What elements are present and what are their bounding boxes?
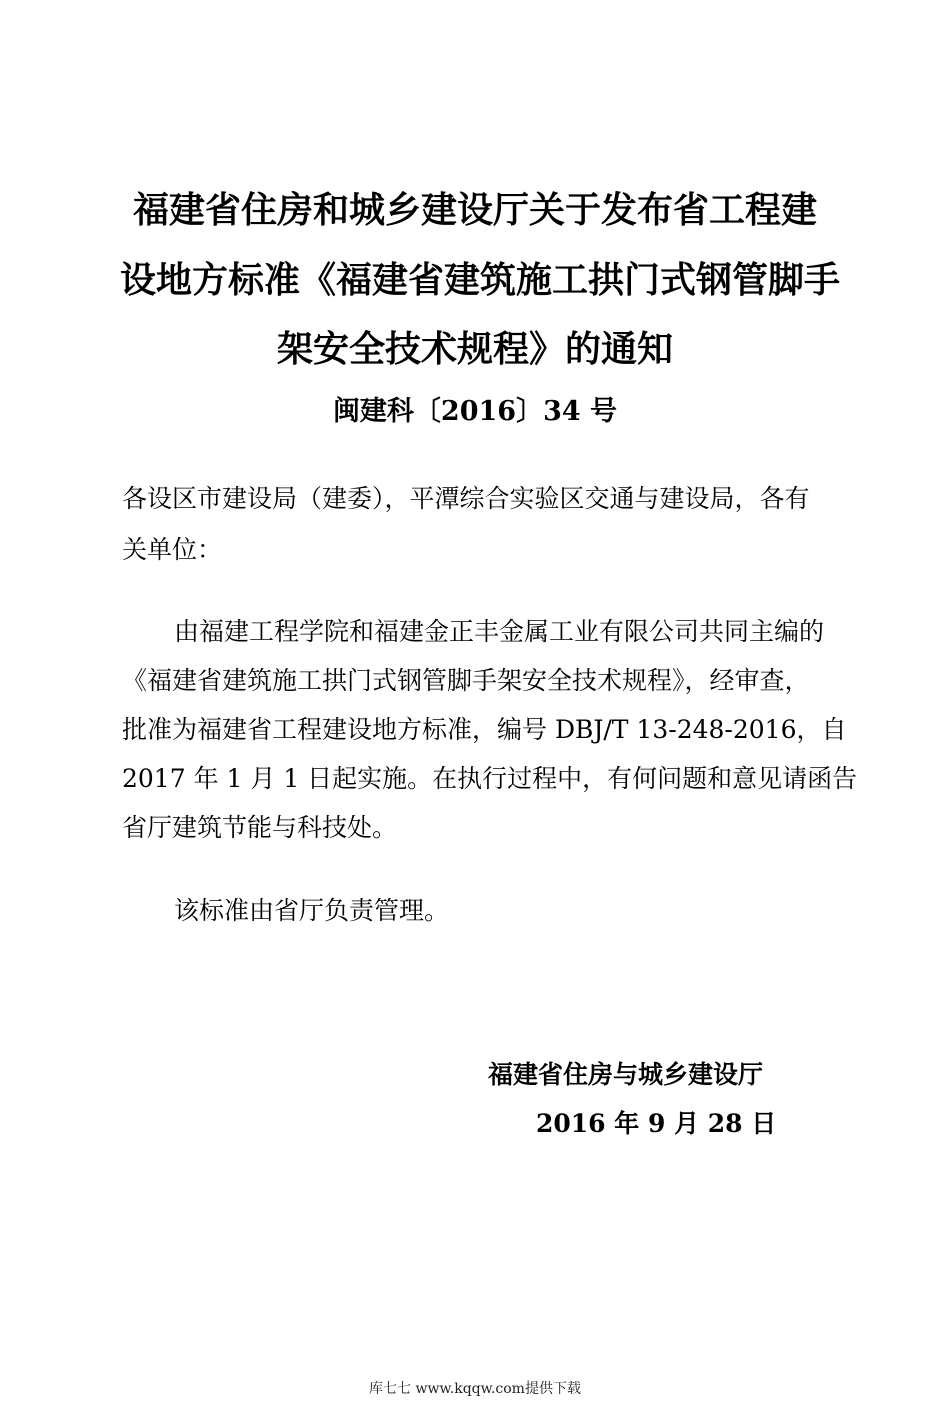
body-line-4: 2017 年 1 月 1 日起实施。在执行过程中，有何问题和意见请函告 [122,764,858,793]
issuer-name: 福建省住房与城乡建设厅 [488,1060,764,1089]
issue-date: 2016 年 9 月 28 日 [536,1109,777,1138]
title-line-2: 设地方标准《福建省建筑施工拱门式钢管脚手 [120,259,841,301]
document-number: 闽建科〔2016〕34 号 [332,396,618,427]
body-line-5: 省厅建筑节能与科技处。 [122,813,398,842]
body-line-1: 由福建工程学院和福建金正丰金属工业有限公司共同主编的 [174,617,825,646]
footer-download-note: 库七七 www.kqqw.com提供下载 [369,1381,581,1397]
addressee-line-1: 各设区市建设局（建委），平潭综合实验区交通与建设局，各有 [122,484,810,513]
title-line-1: 福建省住房和城乡建设厅关于发布省工程建 [132,189,817,231]
title-line-3: 架安全技术规程》的通知 [276,328,673,370]
management-note: 该标准由省厅负责管理。 [174,896,450,925]
body-line-2: 《福建省建筑施工拱门式钢管脚手架安全技术规程》，经审查， [122,666,810,695]
body-line-3: 批准为福建省工程建设地方标准，编号 DBJ/T 13-248-2016，自 [122,715,847,744]
addressee-line-2: 关单位： [122,535,223,564]
